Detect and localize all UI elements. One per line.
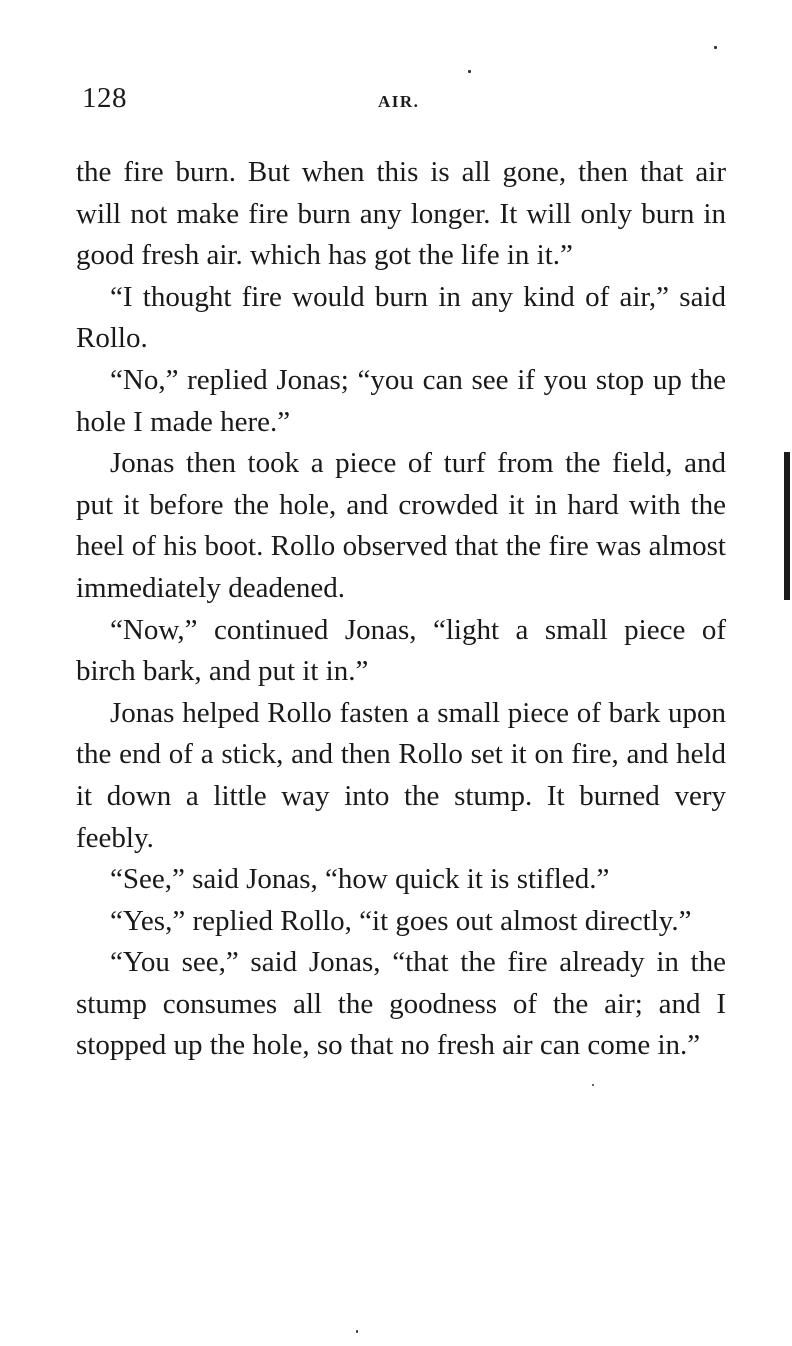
speck bbox=[356, 1330, 358, 1333]
paragraph: Jonas then took a piece of turf from the field, and put it before the hole, and crowded it in hard with the heel of his boot. Rollo observed that the fire was almost immediately deadened. bbox=[76, 447, 726, 604]
page-edge-mark bbox=[784, 452, 790, 600]
paragraph: “Now,” continued Jonas, “light a small piece of birch bark, and put it in.” bbox=[76, 613, 726, 688]
paragraph: “Yes,” replied Rollo, “it goes out almost directly.” bbox=[110, 904, 692, 937]
page-number: 128 bbox=[82, 82, 127, 114]
paragraph: “I thought fire would burn in any kind of air,” said Rollo. bbox=[76, 280, 726, 355]
paragraph: “You see,” said Jonas, “that the fire already in the stump consumes all the goodness of the air; and I stopped up the hole, so that no fresh air can come in.” bbox=[76, 946, 726, 1062]
speck bbox=[714, 46, 717, 49]
running-head: AIR. bbox=[378, 92, 420, 111]
body-text bbox=[76, 152, 726, 1067]
speck bbox=[592, 1084, 594, 1086]
paragraph: the fire burn. But when this is all gone, then that air will not make fire burn any longer. It will only burn in good fresh air. which has got the life in it.” bbox=[76, 156, 726, 272]
paragraph: Jonas helped Rollo fasten a small piece of bark upon the end of a stick, and then Rollo set it on fire, and held it down a little way into the stump. It burned very feebly. bbox=[76, 696, 726, 854]
speck bbox=[468, 70, 471, 73]
paragraph: “See,” said Jonas, “how quick it is stifled.” bbox=[110, 863, 610, 896]
paragraph: “No,” replied Jonas; “you can see if you stop up the hole I made here.” bbox=[76, 363, 726, 438]
